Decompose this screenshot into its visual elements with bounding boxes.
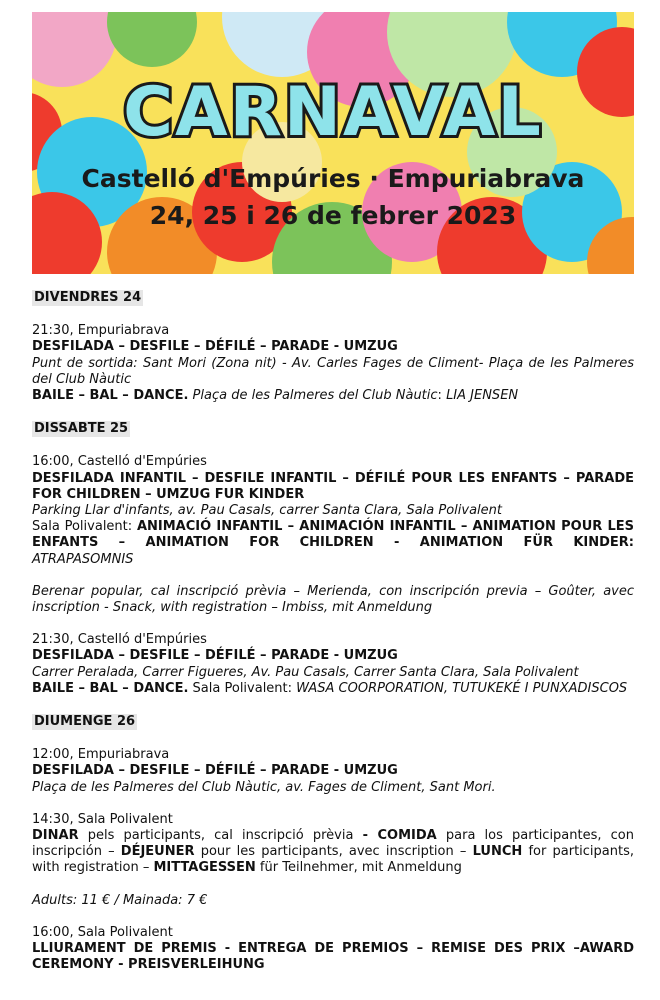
meal-title: LUNCH: [472, 844, 523, 860]
banner-dates: 24, 25 i 26 de febrer 2023: [149, 201, 517, 230]
event-location: Carrer Peralada, Carrer Figueres, Av. Pau Casals, Carrer Santa Clara, Sala Polivalent: [32, 664, 579, 680]
event-location: Parking Llar d'infants, av. Pau Casals, carrer Santa Clara, Sala Polivalent: [32, 503, 502, 519]
price-info: Adults: 11 € / Mainada: 7 €: [32, 892, 208, 908]
banner-title: CARNAVAL: [123, 73, 543, 152]
event-saturday-kids-parade: [32, 454, 634, 567]
event-location: Plaça de les Palmeres del Club Nàutic: [188, 388, 438, 404]
snack-note: Berenar popular, cal inscripció prèvia – Merienda, con inscripción previa – Goûter, avec inscription - Snack, with registration – Imbiss, mit Anmeldung: [32, 583, 634, 616]
program-schedule: [32, 290, 634, 974]
event-saturday-kids-animation: [32, 519, 634, 551]
event-sunday-lunch: [32, 812, 634, 877]
event-location: Plaça de les Palmeres del Club Nàutic, av. Fages de Climent, Sant Mori.: [32, 779, 496, 795]
event-friday-dance: [32, 388, 634, 404]
event-time: 12:00, Empuriabrava: [32, 747, 170, 763]
meal-title: MITTAGESSEN: [153, 860, 256, 876]
day-heading-sunday: DIUMENGE 26: [34, 714, 136, 730]
event-artist: WASA COORPORATION, TUTUKEKÉ I PUNXADISCOS: [296, 680, 628, 696]
event-time: 21:30, Empuriabrava: [32, 323, 170, 339]
meal-text: for participants, with registration –: [32, 844, 634, 876]
meal-text: für Teilnehmer, mit Anmeldung: [255, 860, 462, 876]
event-location: Sala Polivalent:: [32, 519, 137, 535]
event-time: 16:00, Castelló d'Empúries: [32, 454, 207, 470]
event-artist: LIA JENSEN: [446, 388, 519, 404]
meal-text: para los participantes, con inscripción –: [32, 828, 635, 860]
event-title: BAILE – BAL – DANCE.: [32, 680, 189, 696]
banner-subtitle: Castelló d'Empúries · Empuriabrava: [81, 164, 585, 193]
meal-title: DÉJEUNER: [120, 844, 195, 860]
event-location: Sala Polivalent:: [188, 680, 297, 696]
event-sunday-awards: [32, 925, 634, 974]
separator: :: [437, 388, 447, 404]
event-title: LLIURAMENT DE PREMIS - ENTREGA DE PREMIOS – REMISE DES PRIX –AWARD CEREMONY - PREISVERLEIHUNG: [32, 941, 634, 973]
event-saturday-dance: [32, 681, 634, 697]
meal-title: DINAR: [32, 828, 79, 844]
event-title: BAILE – BAL – DANCE.: [32, 388, 189, 404]
event-friday-parade: [32, 323, 634, 404]
event-artist: ATRAPASOMNIS: [32, 551, 134, 567]
event-title: DESFILADA INFANTIL – DESFILE INFANTIL – DÉFILÉ POUR LES ENFANTS – PARADE FOR CHILDREN – UMZUG FUR KINDER: [32, 470, 634, 502]
event-sunday-parade: [32, 747, 634, 796]
meal-text: pels participants, cal inscripció prèvia: [78, 828, 363, 844]
day-heading-friday: DIVENDRES 24: [34, 290, 142, 305]
event-saturday-parade: [32, 632, 634, 697]
event-time: 16:00, Sala Polivalent: [32, 924, 173, 940]
event-location: Punt de sortida: Sant Mori (Zona nit) - Av. Carles Fages de Climent- Plaça de les Palmeres del Club Nàutic: [32, 355, 634, 387]
event-title: DESFILADA – DESFILE – DÉFILÉ – PARADE - UMZUG: [32, 339, 398, 355]
event-title: DESFILADA – DESFILE – DÉFILÉ – PARADE - UMZUG: [32, 763, 398, 779]
event-description: [32, 828, 634, 877]
confetti-background: [32, 12, 634, 274]
event-title: ANIMACIÓ INFANTIL – ANIMACIÓN INFANTIL – ANIMATION POUR LES ENFANTS – ANIMATION FOR CHILDREN - ANIMATION FÜR KINDER:: [32, 519, 634, 551]
event-time: 21:30, Castelló d'Empúries: [32, 632, 207, 648]
carnival-banner: [32, 12, 634, 274]
meal-title: - COMIDA: [362, 828, 437, 844]
day-heading-saturday: DISSABTE 25: [34, 421, 129, 437]
meal-text: pour les participants, avec inscription –: [194, 844, 473, 860]
event-title: DESFILADA – DESFILE – DÉFILÉ – PARADE - UMZUG: [32, 648, 398, 664]
event-time: 14:30, Sala Polivalent: [32, 811, 173, 827]
